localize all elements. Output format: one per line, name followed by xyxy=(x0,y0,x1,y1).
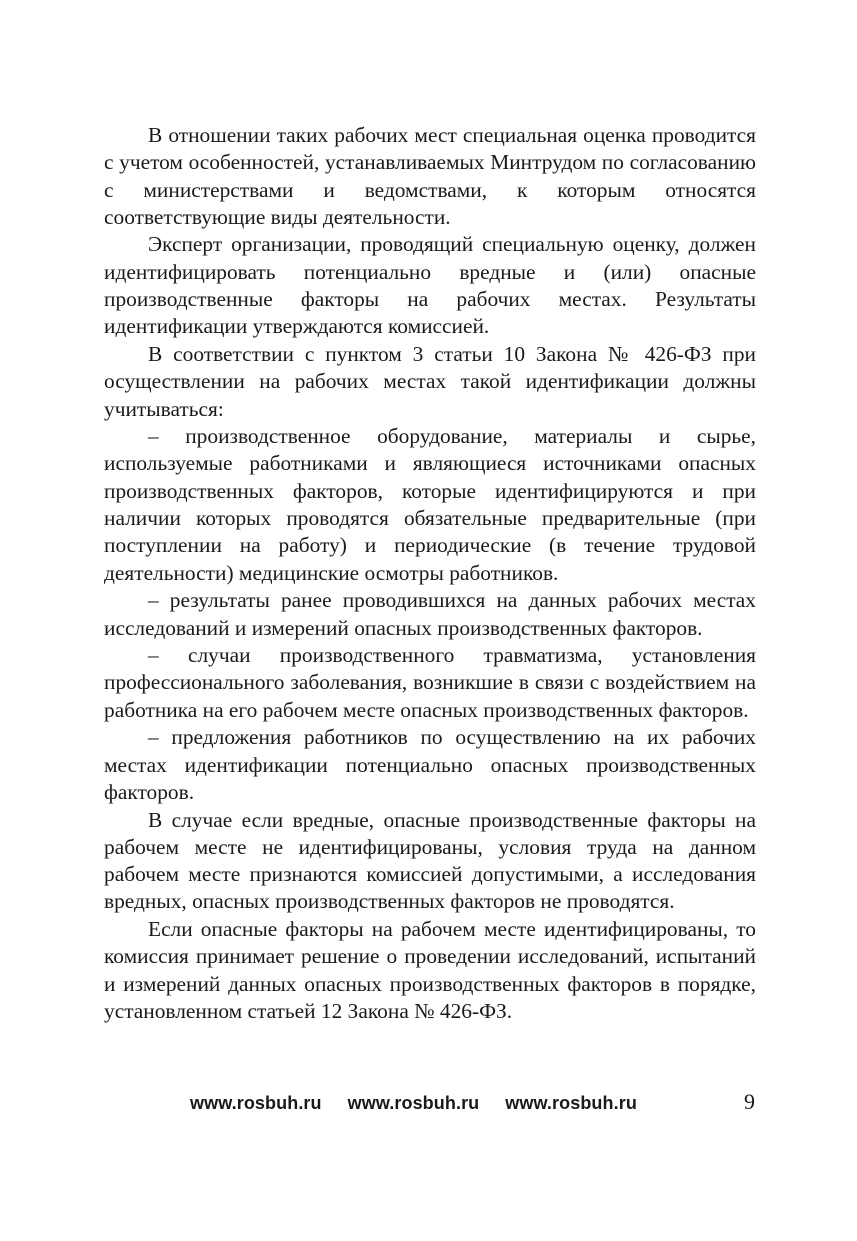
list-item: – результаты ранее проводившихся на данных рабочих местах исследований и измерений опасных производственных факторов. xyxy=(104,588,756,640)
paragraph: В случае если вредные, опасные производственные факторы на рабочем месте не идентифицированы, условия труда на данном рабочем месте признаются комиссией допустимыми, а исследования вредных, опасных производственных факторов не проводятся. xyxy=(104,807,756,914)
list-item: – предложения работников по осуществлению на их рабочих местах идентификации потенциально опасных производственных факторов. xyxy=(104,725,756,804)
footer-link[interactable]: www.rosbuh.ru xyxy=(505,1093,637,1113)
body-text xyxy=(104,122,756,1025)
paragraph: Если опасные факторы на рабочем месте идентифицированы, то комиссия принимает решение о проведении исследований, испытаний и измерений данных опасных производственных факторов в порядке, установленном статьей 12 Закона № 426-ФЗ. xyxy=(104,916,756,1023)
paragraph: Эксперт организации, проводящий специальную оценку, должен идентифицировать потенциально вредные и (или) опасные производственные факторы на рабочих местах. Результаты идентификации утверждаются комиссией. xyxy=(104,232,756,339)
footer-link[interactable]: www.rosbuh.ru xyxy=(347,1093,480,1113)
page-number: 9 xyxy=(744,1089,755,1114)
list-item: – производственное оборудование, материалы и сырье, используемые работниками и являющиеся источниками опасных производственных факторов, которые идентифицируются и при наличии которых проводятся обязательные предварительные (при поступлении на работу) и периодические (в течение трудовой деятельности) медицинские осмотры работников. xyxy=(104,424,756,585)
paragraph: В отношении таких рабочих мест специальная оценка проводится с учетом особенностей, устанавливаемых Минтрудом по согласованию с министерствами и ведомствами, к которым относятся соответствующие виды деятельности. xyxy=(104,123,756,229)
footer-link[interactable]: www.rosbuh.ru xyxy=(190,1093,322,1113)
footer-links xyxy=(190,1093,637,1114)
list-item: – случаи производственного травматизма, установления профессионального заболевания, возникшие в связи с воздействием на работника на его рабочем месте опасных производственных факторов. xyxy=(104,643,756,722)
paragraph: В соответствии с пунктом 3 статьи 10 Закона № 426-ФЗ при осуществлении на рабочих местах такой идентификации должны учитываться: xyxy=(104,341,756,421)
page-footer xyxy=(0,1089,857,1123)
